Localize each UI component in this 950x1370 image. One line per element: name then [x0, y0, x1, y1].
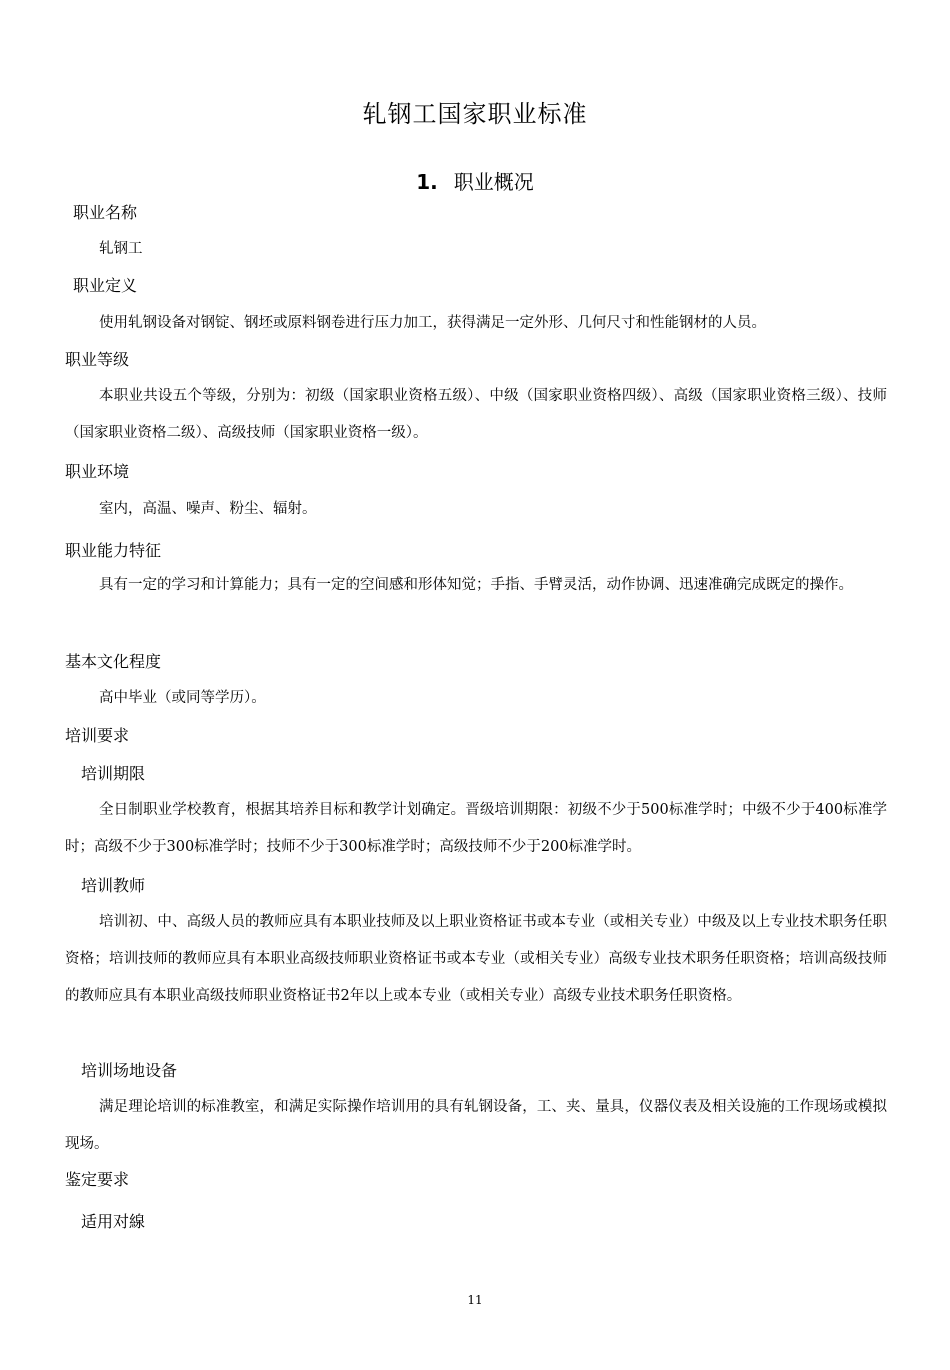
heading-appraisal-requirements: 鉴定要求	[65, 1170, 130, 1189]
text-training-venue: 满足理论培训的标准教室，和满足实际操作培训用的具有轧钢设备，工、夹、量具，仪器仪表及相关设施的工作现场或模拟现场。	[65, 1099, 887, 1152]
text-training-teacher: 培训初、中、高级人员的教师应具有本职业技师及以上职业资格证书或本专业（或相关专业）中级及以上专业技术职务任职资格；培训技师的教师应具有本职业高级技师职业资格证书或本专业（或相关专业）高级专业技术职务任职资格；培训高级技师的教师应具有本职业高级技师职业资格证书2年以上或本专业（或相关专业）高级专业技术职务任职资格。	[65, 914, 887, 1004]
section-number: 1.	[416, 170, 438, 194]
text-education-level: 高中毕业（或同等学历）。	[99, 690, 266, 706]
heading-education-level: 基本文化程度	[65, 652, 162, 671]
text-ability-traits: 具有一定的学习和计算能力；具有一定的空间感和形体知觉；手指、手臂灵活，动作协调、迅速准确完成既定的操作。	[99, 577, 853, 593]
heading-occupation-level: 职业等级	[65, 350, 130, 369]
text-occupation-definition: 使用轧钢设备对钢锭、钢坯或原料钢卷进行压力加工，获得满足一定外形、几何尺寸和性能钢材的人员。	[99, 315, 766, 331]
heading-occupation-definition: 职业定义	[73, 276, 138, 295]
heading-ability-traits: 职业能力特征	[65, 541, 162, 560]
section-title-text: 职业概况	[453, 170, 534, 194]
heading-training-teacher: 培训教师	[81, 876, 146, 895]
heading-training-requirements: 培训要求	[65, 726, 130, 745]
heading-occupation-name: 职业名称	[73, 203, 138, 222]
text-occupation-environment: 室内，高温、噪声、粉尘、辐射。	[99, 501, 317, 517]
page-number: 11	[467, 1293, 483, 1307]
document-title: 轧钢工国家职业标准	[362, 100, 588, 128]
section-heading	[0, 166, 950, 195]
text-occupation-name: 轧钢工	[99, 241, 143, 257]
text-occupation-level: 本职业共设五个等级，分别为：初级（国家职业资格五级）、中级（国家职业资格四级）、高级（国家职业资格三级）、技师（国家职业资格二级）、高级技师（国家职业资格一级）。	[65, 388, 887, 441]
heading-applicable-targets: 适用对線	[81, 1212, 146, 1231]
heading-training-venue: 培训场地设备	[81, 1061, 178, 1080]
text-training-period: 全日制职业学校教育，根据其培养目标和教学计划确定。晋级培训期限：初级不少于500标准学时；中级不少于400标准学时；高级不少于300标准学时；技师不少于300标准学时；高级技师不少于200标准学时。	[65, 802, 887, 855]
heading-occupation-environment: 职业环境	[65, 462, 130, 481]
heading-training-period: 培训期限	[81, 764, 146, 783]
